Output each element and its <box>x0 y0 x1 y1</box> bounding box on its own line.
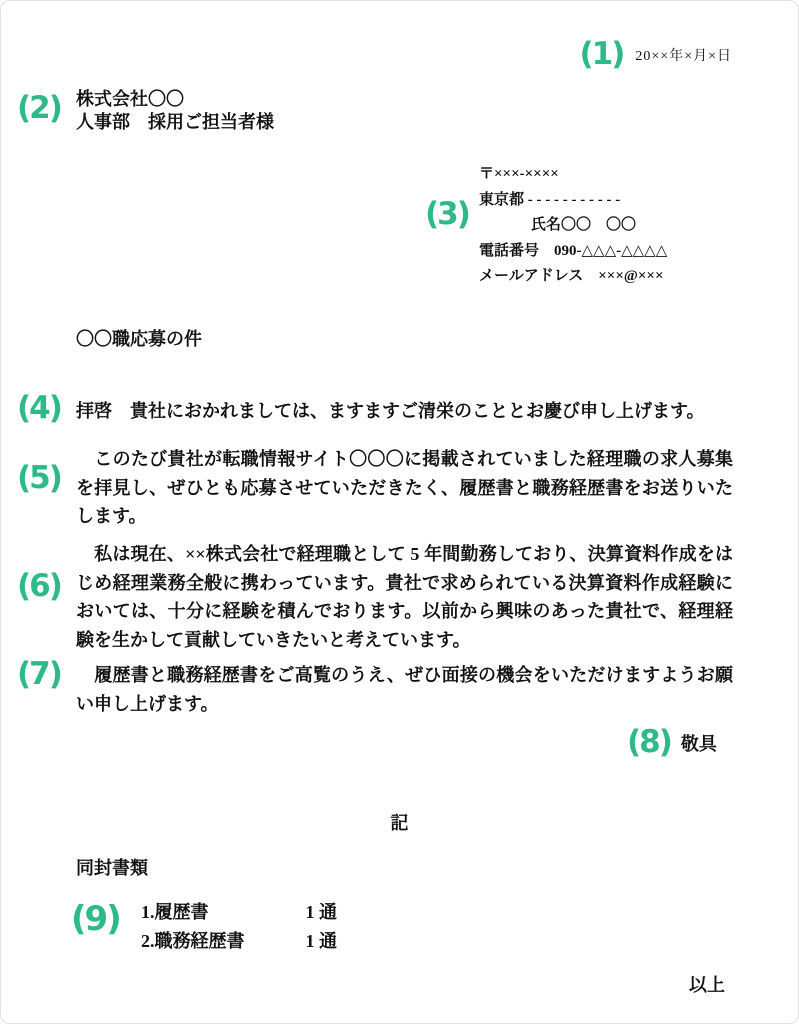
annotation-badge-3: (3) <box>425 196 469 232</box>
closing-section <box>627 724 717 760</box>
sender-email: メールアドレス ×××@××× <box>479 268 664 284</box>
body-paragraph-3: 履歴書と職務経歴書をご高覧のうえ、ぜひ面接の機会をいただけますようお願い申し上げます。 <box>76 665 733 714</box>
enclosure-row <box>141 927 337 956</box>
annotation-badge-5: (5) <box>17 460 61 496</box>
enclosure-label: 1.履歴書 <box>141 902 209 922</box>
date-section <box>579 36 733 72</box>
enclosure-row <box>141 898 337 927</box>
annotation-badge-2: (2) <box>17 90 61 126</box>
record-mark: 記 <box>390 813 409 833</box>
enclosures-heading: 同封書類 <box>76 858 148 878</box>
enclosure-count: 1 通 <box>305 902 337 922</box>
annotation-badge-1: (1) <box>579 36 624 72</box>
enclosure-label: 2.職務経歴書 <box>141 931 245 951</box>
closing-word: 敬具 <box>680 733 717 754</box>
recipient-company: 株式会社〇〇 <box>76 89 184 109</box>
recipient-department: 人事部 採用ご担当者様 <box>76 112 274 132</box>
body-paragraph-2: 私は現在、××株式会社で経理職として 5 年間勤務しており、決算資料作成をはじめ経理業務全般に携わっています。貴社で求められている決算資料作成経験においては、十分に経験を積んでおります。以前から興味のあった貴社で、経理経験を生かして貢献していきたいと考えています。 <box>76 544 733 650</box>
sender-name: 氏名〇〇 〇〇 <box>531 217 637 233</box>
annotation-badge-8: (8) <box>627 724 671 760</box>
subject-line: 〇〇職応募の件 <box>76 329 202 349</box>
annotation-badge-7: (7) <box>17 656 61 692</box>
sender-address: 東京都 - - - - - - - - - - - <box>479 191 621 208</box>
recipient-block <box>76 88 274 134</box>
sender-postal-code: 〒×××-×××× <box>479 166 559 182</box>
sender-block <box>479 162 667 290</box>
annotation-badge-4: (4) <box>17 390 61 426</box>
greeting-paragraph: 拝啓 貴社におかれましては、ますますご清栄のこととお慶び申し上げます。 <box>76 401 705 421</box>
letter-date: 20××年×月×日 <box>635 48 732 64</box>
annotation-badge-6: (6) <box>17 568 61 604</box>
sender-phone: 電話番号 090-△△△-△△△△ <box>479 242 668 259</box>
enclosures-list <box>141 898 337 956</box>
end-mark: 以上 <box>689 975 725 995</box>
body-paragraph-1: このたび貴社が転職情報サイト〇〇〇に掲載されていました経理職の求人募集を拝見し、ぜひとも応募させていただきたく、履歴書と職務経歴書をお送りいたします。 <box>76 449 733 527</box>
annotation-badge-9: (9) <box>71 899 120 939</box>
enclosure-count: 1 通 <box>305 931 337 951</box>
